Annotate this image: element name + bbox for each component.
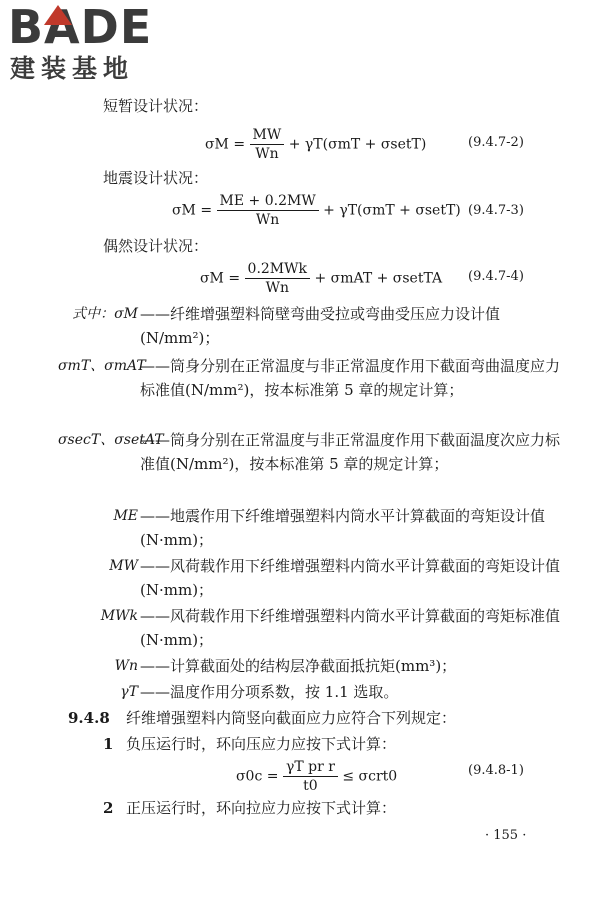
def-symbol: MWk <box>100 608 138 624</box>
clause-text: 纤维增强塑料内筒竖向截面应力应符合下列规定： <box>126 709 457 727</box>
eq-rest: + γT(σmT + σsetT) <box>288 136 427 153</box>
def-symbol: Wn <box>114 658 138 674</box>
eq-denominator: Wn <box>265 280 289 296</box>
eq-lhs: σM = <box>205 136 246 153</box>
eq-lhs: σM = <box>172 202 213 219</box>
item-number: 1 <box>103 735 114 753</box>
accidental-condition-title: 偶然设计状况： <box>103 237 209 255</box>
eq-numerator: 0.2MWk <box>245 260 310 279</box>
equation-number: (9.4.7-2) <box>468 135 524 150</box>
item-number: 2 <box>103 799 114 817</box>
def-text: ——纤维增强塑料筒壁弯曲受拉或弯曲受压应力设计值(N/mm²)； <box>140 305 501 347</box>
item-text: 负压运行时，环向压应力应按下式计算： <box>126 735 397 753</box>
equation-9-4-7-3 <box>172 192 461 229</box>
eq-lhs: σM = <box>200 270 241 287</box>
item-text: 正压运行时，环向拉应力应按下式计算： <box>126 799 397 817</box>
equation-number: (9.4.7-3) <box>468 203 524 218</box>
def-symbol: σmT、σmAT <box>58 358 146 374</box>
eq-numerator: ME + 0.2MW <box>217 192 319 211</box>
eq-rest: + γT(σmT + σsetT) <box>323 202 461 219</box>
def-text: ——筒身分别在正常温度与非正常温度作用下截面弯曲温度应力标准值(N/mm²)，按本标准第 5 章的规定计算； <box>140 357 561 399</box>
logo-subtitle: 建装基地 <box>10 54 135 83</box>
eq-denominator: t0 <box>303 778 318 794</box>
def-symbol: σsecT、σsetAT <box>58 432 164 448</box>
equation-9-4-7-2 <box>205 126 426 163</box>
page-number: · 155 · <box>485 828 527 843</box>
eq-lhs: σ0c = <box>236 768 279 785</box>
def-symbol: MW <box>109 558 138 574</box>
def-text: ——风荷载作用下纤维增强塑料内筒水平计算截面的弯矩标准值(N·mm)； <box>140 607 561 649</box>
eq-fraction <box>250 126 285 163</box>
eq-rest: + σmAT + σsetTA <box>314 270 443 287</box>
eq-numerator: MW <box>250 126 285 145</box>
eq-denominator: Wn <box>255 212 280 228</box>
equation-9-4-7-4 <box>200 260 442 297</box>
logo-wordmark: BADE <box>8 0 153 54</box>
def-text: ——温度作用分项系数，按 1.1 选取。 <box>140 683 399 701</box>
eq-fraction <box>283 758 338 795</box>
def-text: ——筒身分别在正常温度与非正常温度作用下截面温度次应力标准值(N/mm²)，按本标准第 5 章的规定计算； <box>140 431 561 473</box>
def-text: ——风荷载作用下纤维增强塑料内筒水平计算截面的弯矩设计值(N·mm)； <box>140 557 561 599</box>
def-symbol: ME <box>113 508 138 524</box>
bade-logo <box>8 2 178 86</box>
logo-accent-shape <box>44 5 72 25</box>
seismic-condition-title: 地震设计状况： <box>103 169 209 187</box>
def-text: ——计算截面处的结构层净截面抵抗矩(mm³)； <box>140 657 457 675</box>
eq-fraction <box>245 260 310 297</box>
def-symbol: 式中：σM <box>72 306 138 322</box>
equation-number: (9.4.7-4) <box>468 269 524 284</box>
clause-number: 9.4.8 <box>68 709 110 727</box>
def-symbol: γT <box>120 684 138 700</box>
equation-number: (9.4.8-1) <box>468 763 524 778</box>
eq-numerator: γT pr r <box>283 758 338 777</box>
eq-denominator: Wn <box>255 146 279 162</box>
eq-fraction <box>217 192 319 229</box>
equation-9-4-8-1 <box>236 758 397 795</box>
eq-rest: ≤ σcrt0 <box>342 768 398 785</box>
short-condition-title: 短暂设计状况： <box>103 97 209 115</box>
def-text: ——地震作用下纤维增强塑料内筒水平计算截面的弯矩设计值(N·mm)； <box>140 507 546 549</box>
